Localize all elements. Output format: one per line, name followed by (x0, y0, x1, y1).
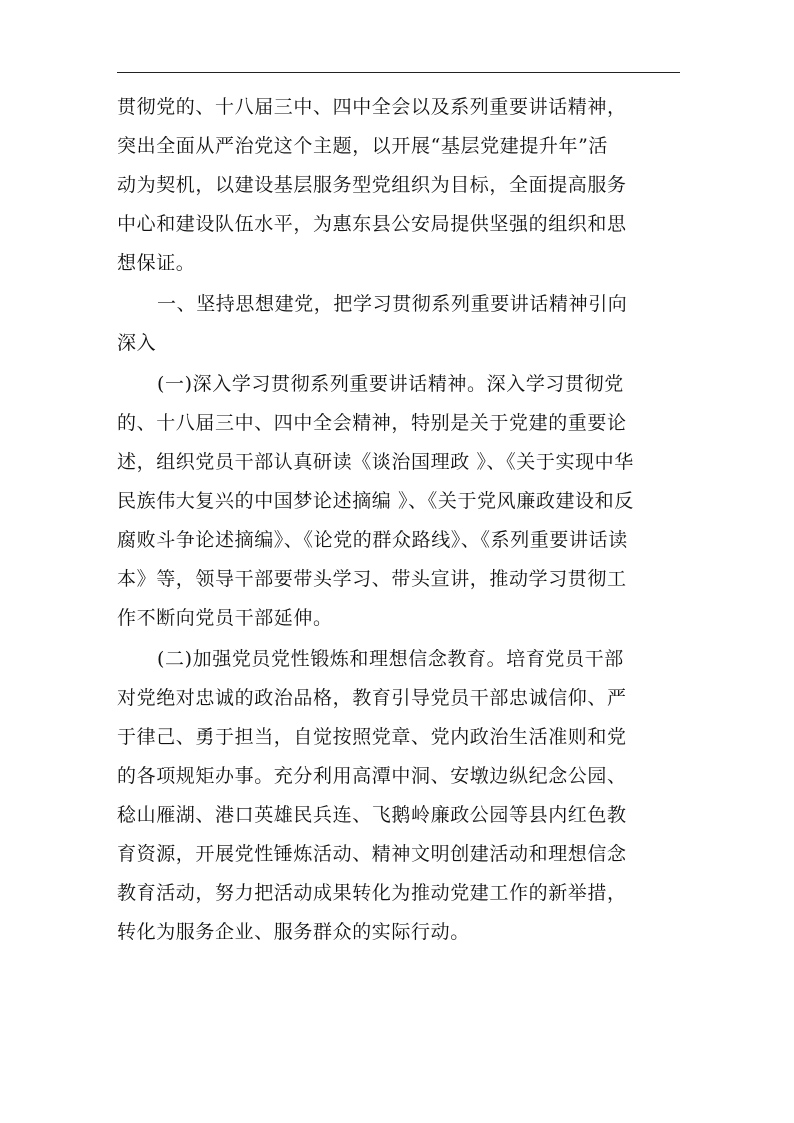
text-line: 突出全面从严治党这个主题，以开展“基层党建提升年”活 (117, 135, 609, 157)
text-line: 腐败斗争论述摘编》、《论党的群众路线》、《系列重要讲话读 (117, 529, 628, 551)
text-line: 贯彻党的、十八届三中、四中全会以及系列重要讲话精神， (117, 96, 627, 118)
text-line: 的各项规矩办事。充分利用高潭中洞、安墩边纵纪念公园、 (117, 765, 627, 787)
text-line: 述，组织党员干部认真研读《谈治国理政 》、《关于实现中华 (117, 451, 634, 473)
paragraph-item-1 (117, 365, 677, 638)
text-line: 本》等，领导干部要带头学习、带头宣讲，推动学习贯彻工 (117, 568, 627, 590)
text-line: 转化为服务企业、服务群众的实际行动。 (117, 921, 470, 943)
text-line: 动为契机，以建设基层服务型党组织为目标，全面提高服务 (117, 174, 627, 196)
text-line: 育资源，开展党性锤炼活动、精神文明创建活动和理想信念 (117, 843, 627, 865)
text-line: 于律己、勇于担当，自觉按照党章、党内政治生活准则和党 (117, 726, 627, 748)
text-line: 中心和建设队伍水平，为惠东县公安局提供坚强的组织和思 (117, 213, 627, 235)
text-line: (一)深入学习贯彻系列重要讲话精神。深入学习贯彻党 (157, 373, 624, 395)
text-line: 民族伟大复兴的中国梦论述摘编 》、《关于党风廉政建设和反 (117, 490, 634, 512)
text-line: 稔山雁湖、港口英雄民兵连、飞鹅岭廉政公园等县内红色教 (117, 804, 627, 826)
text-line: 的、十八届三中、四中全会精神，特别是关于党建的重要论 (117, 412, 627, 434)
text-line: 一、坚持思想建党，把学习贯彻系列重要讲话精神引向 (157, 293, 628, 315)
text-line: 想保证。 (117, 252, 196, 274)
text-line: 教育活动，努力把活动成果转化为推动党建工作的新举措， (117, 882, 627, 904)
text-line: (二)加强党员党性锻炼和理想信念教育。培育党员干部 (157, 648, 624, 670)
text-line: 作不断向党员干部延伸。 (117, 607, 333, 629)
section-heading-1 (117, 285, 677, 363)
document-body (117, 88, 677, 952)
paragraph-item-2 (117, 640, 677, 952)
header-rule (117, 72, 680, 73)
text-line: 对党绝对忠诚的政治品格，教育引导党员干部忠诚信仰、严 (117, 687, 627, 709)
text-line: 深入 (117, 332, 157, 354)
paragraph-intro (117, 88, 677, 283)
